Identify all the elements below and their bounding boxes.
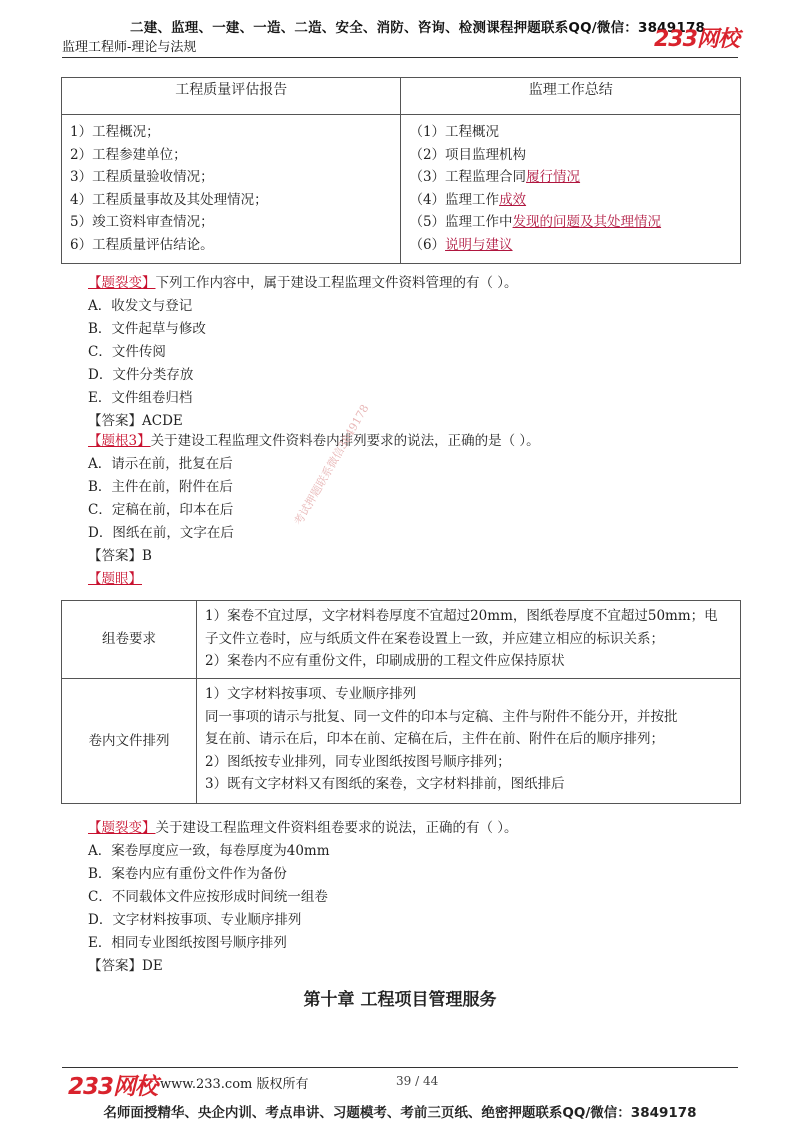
option: D．文件分类存放 [88, 367, 194, 383]
option: B．文件起草与修改 [88, 321, 206, 337]
page-number: 39 / 44 [396, 1074, 439, 1088]
chapter-heading: 第十章 工程项目管理服务 [303, 990, 497, 1010]
list-item: 2）工程参建单位； [70, 146, 187, 163]
header-title: 监理工程师-理论与法规 [62, 40, 197, 55]
list-item: （6）说明与建议 [409, 236, 513, 253]
logo-233-top: 233网校 [654, 27, 739, 52]
list-item: （4）监理工作成效 [409, 191, 527, 208]
header-divider [62, 57, 738, 58]
row-content: 1）案卷不宜过厚，文字材料卷厚度不宜超过20mm，图纸卷厚度不宜超过50mm；电 子文件立卷时，应与纸质文件在案卷设置上一致，并应建立相应的标识关系； 2）案卷内不应有重份文件，印刷成册的工程文件应保持原状 [197, 601, 741, 679]
list-item: （2）项目监理机构 [409, 146, 527, 163]
row-label: 组卷要求 [62, 601, 197, 679]
question-tag: 【题裂变】 [88, 275, 156, 291]
work-summary-items [401, 115, 741, 264]
highlight-text: 履行情况 [526, 169, 581, 186]
question-eye-tag: 【题眼】 [88, 571, 142, 587]
option: A．请示在前，批复在后 [88, 456, 233, 472]
option: C．定稿在前，印本在后 [88, 502, 234, 518]
option: E．文件组卷归档 [88, 390, 193, 406]
question-stem: 【题裂变】下列工作内容中，属于建设工程监理文件资料管理的有（ ）。 [88, 275, 518, 291]
answer: 【答案】B [88, 548, 152, 564]
question-1 [88, 272, 518, 433]
highlight-text: 发现的问题及其处理情况 [512, 214, 662, 231]
report-comparison-table [61, 77, 741, 264]
header-promo: 二建、监理、一建、一造、二造、安全、消防、咨询、检测课程押题联系QQ/微信：3849178 [130, 20, 706, 36]
row-label: 卷内文件排列 [62, 679, 197, 804]
filing-requirements-table [61, 600, 741, 804]
list-item: （3）工程监理合同履行情况 [409, 169, 581, 186]
list-item: 5）竣工资料审查情况； [70, 214, 214, 231]
list-item: （5）监理工作中发现的问题及其处理情况 [409, 214, 662, 231]
question-tag: 【题裂变】 [88, 820, 156, 836]
option: D．图纸在前，文字在后 [88, 525, 234, 541]
option: D．文字材料按事项、专业顺序排列 [88, 912, 302, 928]
option: C．不同载体文件应按形成时间统一组卷 [88, 889, 328, 905]
question-3 [88, 817, 518, 978]
table-header-work-summary: 监理工作总结 [401, 78, 741, 115]
question-stem: 【题根3】关于建设工程监理文件资料卷内排列要求的说法，正确的是（ ）。 [88, 433, 540, 449]
list-item: 3）工程质量验收情况； [70, 169, 214, 186]
question-stem: 【题裂变】关于建设工程监理文件资料组卷要求的说法，正确的有（ ）。 [88, 820, 518, 836]
answer: 【答案】ACDE [88, 413, 183, 429]
option: B．主件在前，附件在后 [88, 479, 233, 495]
table-header-quality-report: 工程质量评估报告 [62, 78, 401, 115]
option: A．收发文与登记 [88, 298, 193, 314]
footer-promo: 名师面授精华、央企内训、考点串讲、习题模考、考前三页纸、绝密押题联系QQ/微信：3849178 [103, 1105, 697, 1121]
watermark: 考试押题联系微信3849178 [291, 402, 372, 528]
logo-233-bottom: 233网校 [68, 1074, 158, 1100]
option: A．案卷厚度应一致，每卷厚度为40mm [88, 843, 330, 859]
list-item: 1）工程概况； [70, 124, 160, 140]
option: B．案卷内应有重份文件作为备份 [88, 866, 287, 882]
footer-site: www.233.com 版权所有 [160, 1077, 309, 1092]
list-item: 4）工程质量事故及其处理情况； [70, 191, 268, 208]
question-tag: 【题根3】 [88, 433, 151, 449]
list-item: （1）工程概况 [409, 124, 500, 140]
highlight-text: 说明与建议 [445, 236, 513, 253]
list-item: 6）工程质量评估结论。 [70, 236, 214, 253]
footer-divider [62, 1067, 738, 1068]
answer: 【答案】DE [88, 958, 163, 974]
option: C．文件传阅 [88, 344, 166, 360]
option: E．相同专业图纸按图号顺序排列 [88, 935, 287, 951]
highlight-text: 成效 [499, 191, 527, 208]
row-content: 1）文字材料按事项、专业顺序排列 同一事项的请示与批复、同一文件的印本与定稿、主件与附件不能分开，并按批 复在前、请示在后，印本在前、定稿在后，主件在前、附件在后的顺序排列； 2）图纸按专业排列，同专业图纸按图号顺序排列； 3）既有文字材料又有图纸的案卷，文字材料排前，图纸排后 [197, 679, 741, 804]
quality-report-items [62, 115, 401, 264]
